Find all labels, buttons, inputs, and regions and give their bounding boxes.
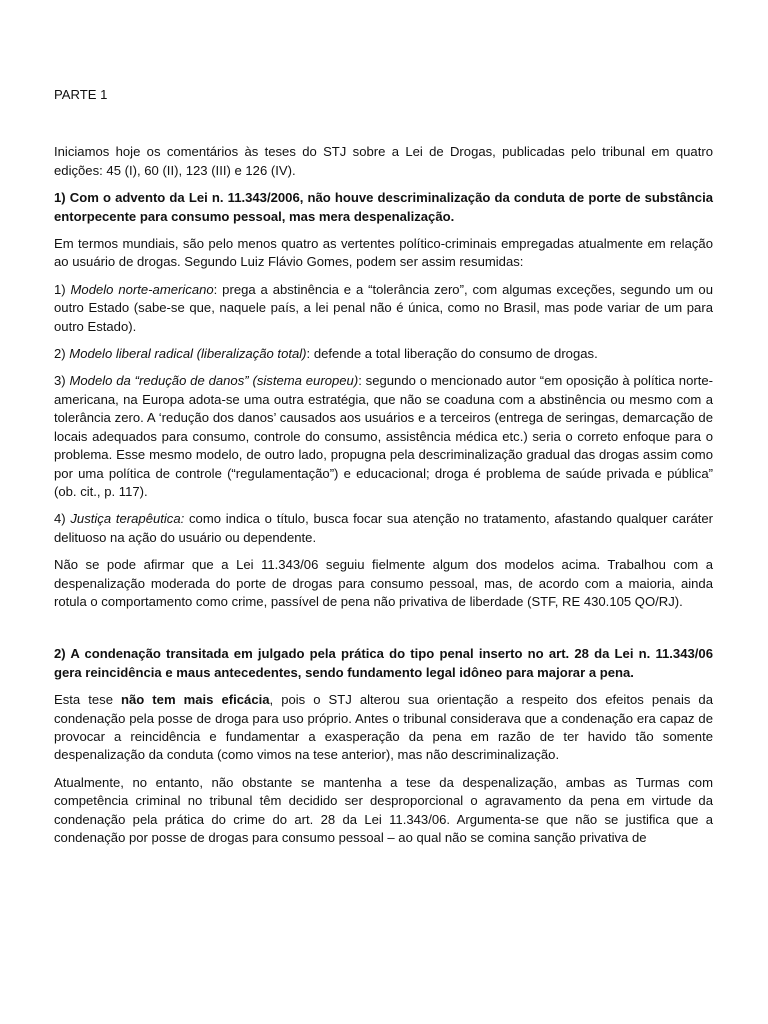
model-4-number: 4) — [54, 511, 71, 527]
model-3-number: 3) — [54, 373, 70, 389]
current-position-paragraph: Atualmente, no entanto, não obstante se mantenha a tese da despenalização, ambas as Turmas com competência criminal no tribunal têm decidido ser desproporcional o agravamento da pena em virtude da condenação pela prática do crime do art. 28 da Lei 11.343/06. Argumenta-se que não se justifica que a condenação por posse de drogas para consumo pessoal – ao qual não se comina sanção privativa de — [54, 774, 713, 845]
thesis-2-comment-pre: Esta tese — [54, 692, 121, 708]
model-3-name: Modelo da “redução de danos” (sistema europeu) — [69, 373, 359, 389]
model-4-text: como indica o título, busca focar sua atenção no tratamento, afastando qualquer caráter delituoso na ação do usuário ou dependente. — [54, 511, 714, 545]
conclusion-paragraph: Não se pode afirmar que a Lei 11.343/06 seguiu fielmente algum dos modelos acima. Trabalhou com a despenalização moderada do porte de drogas para consumo pessoal, mas, de acordo com a maioria, ainda rotula o comportamento como crime, passível de pena não privativa de liberdade (STF, RE 430.105 QO/RJ). — [54, 557, 713, 609]
thesis-2-comment-post: , pois o STJ alterou sua orientação a respeito dos efeitos penais da condenação pela posse de droga para uso próprio. Antes o tribunal considerava que a condenação era capaz de provocar a reincidência e fundamentar a exasperação da pena em razão de ter havido tão somente despenalização da conduta (como vimos na tese anterior), mas não descriminalização. — [54, 692, 713, 763]
thesis-2-comment — [54, 691, 713, 765]
model-1-paragraph — [54, 281, 713, 336]
model-4-name: Justiça terapêutica: — [70, 511, 185, 527]
document-page — [54, 86, 713, 856]
model-2-paragraph — [54, 345, 713, 363]
model-4-paragraph — [54, 510, 713, 547]
model-3-paragraph — [54, 372, 713, 501]
model-1-text: : prega a abstinência e a “tolerância zero”, com algumas exceções, segundo um ou outro Estado (sabe-se que, naquele país, a lei penal não é única, como no Brasil, mas pode variar de um para outro Estado). — [54, 281, 713, 334]
thesis-2-comment-emphasis: não tem mais eficácia — [121, 692, 270, 708]
section-spacer — [54, 620, 713, 645]
model-2-name: Modelo liberal radical (liberalização total) — [69, 346, 307, 362]
model-2-number: 2) — [54, 346, 70, 362]
intro-paragraph: Iniciamos hoje os comentários às teses do STJ sobre a Lei de Drogas, publicadas pelo tribunal em quatro edições: 45 (I), 60 (II), 123 (III) e 126 (IV). — [54, 144, 713, 178]
document-heading: PARTE 1 — [54, 87, 108, 102]
model-2-text: : defende a total liberação do consumo de drogas. — [306, 346, 598, 362]
thesis-1: 1) Com o advento da Lei n. 11.343/2006, não houve descriminalização da conduta de porte de substância entorpecente para consumo pessoal, mas mera despenalização. — [54, 190, 713, 224]
world-models-paragraph: Em termos mundiais, são pelo menos quatro as vertentes político-criminais empregadas atualmente em relação ao usuário de drogas. Segundo Luiz Flávio Gomes, podem ser assim resumidas: — [54, 236, 713, 270]
model-1-name: Modelo norte-americano — [70, 281, 214, 297]
thesis-2: 2) A condenação transitada em julgado pela prática do tipo penal inserto no art. 28 da Lei n. 11.343/06 gera reincidência e maus antecedentes, sendo fundamento legal idôneo para majorar a pena. — [54, 646, 713, 680]
model-3-text: : segundo o mencionado autor “em oposição à política norte-americana, na Europa adota-se uma outra estratégia, que não se coaduna com a abstinência ou mesmo com a tolerância zero. A ‘redução dos danos’ causados aos usuários e a terceiros (entrega de seringas, demarcação de locais adequados para consumo, controle do consumo, assistência médica etc.) seria o correto enfoque para o problema. Esse mesmo modelo, de outro lado, propugna pela descriminalização gradual das drogas assim como por uma política de controle (“regulamentação”) e educacional; droga é problema de saúde privada e pública” (ob. cit., p. 117). — [54, 373, 714, 499]
model-1-number: 1) — [54, 281, 71, 297]
